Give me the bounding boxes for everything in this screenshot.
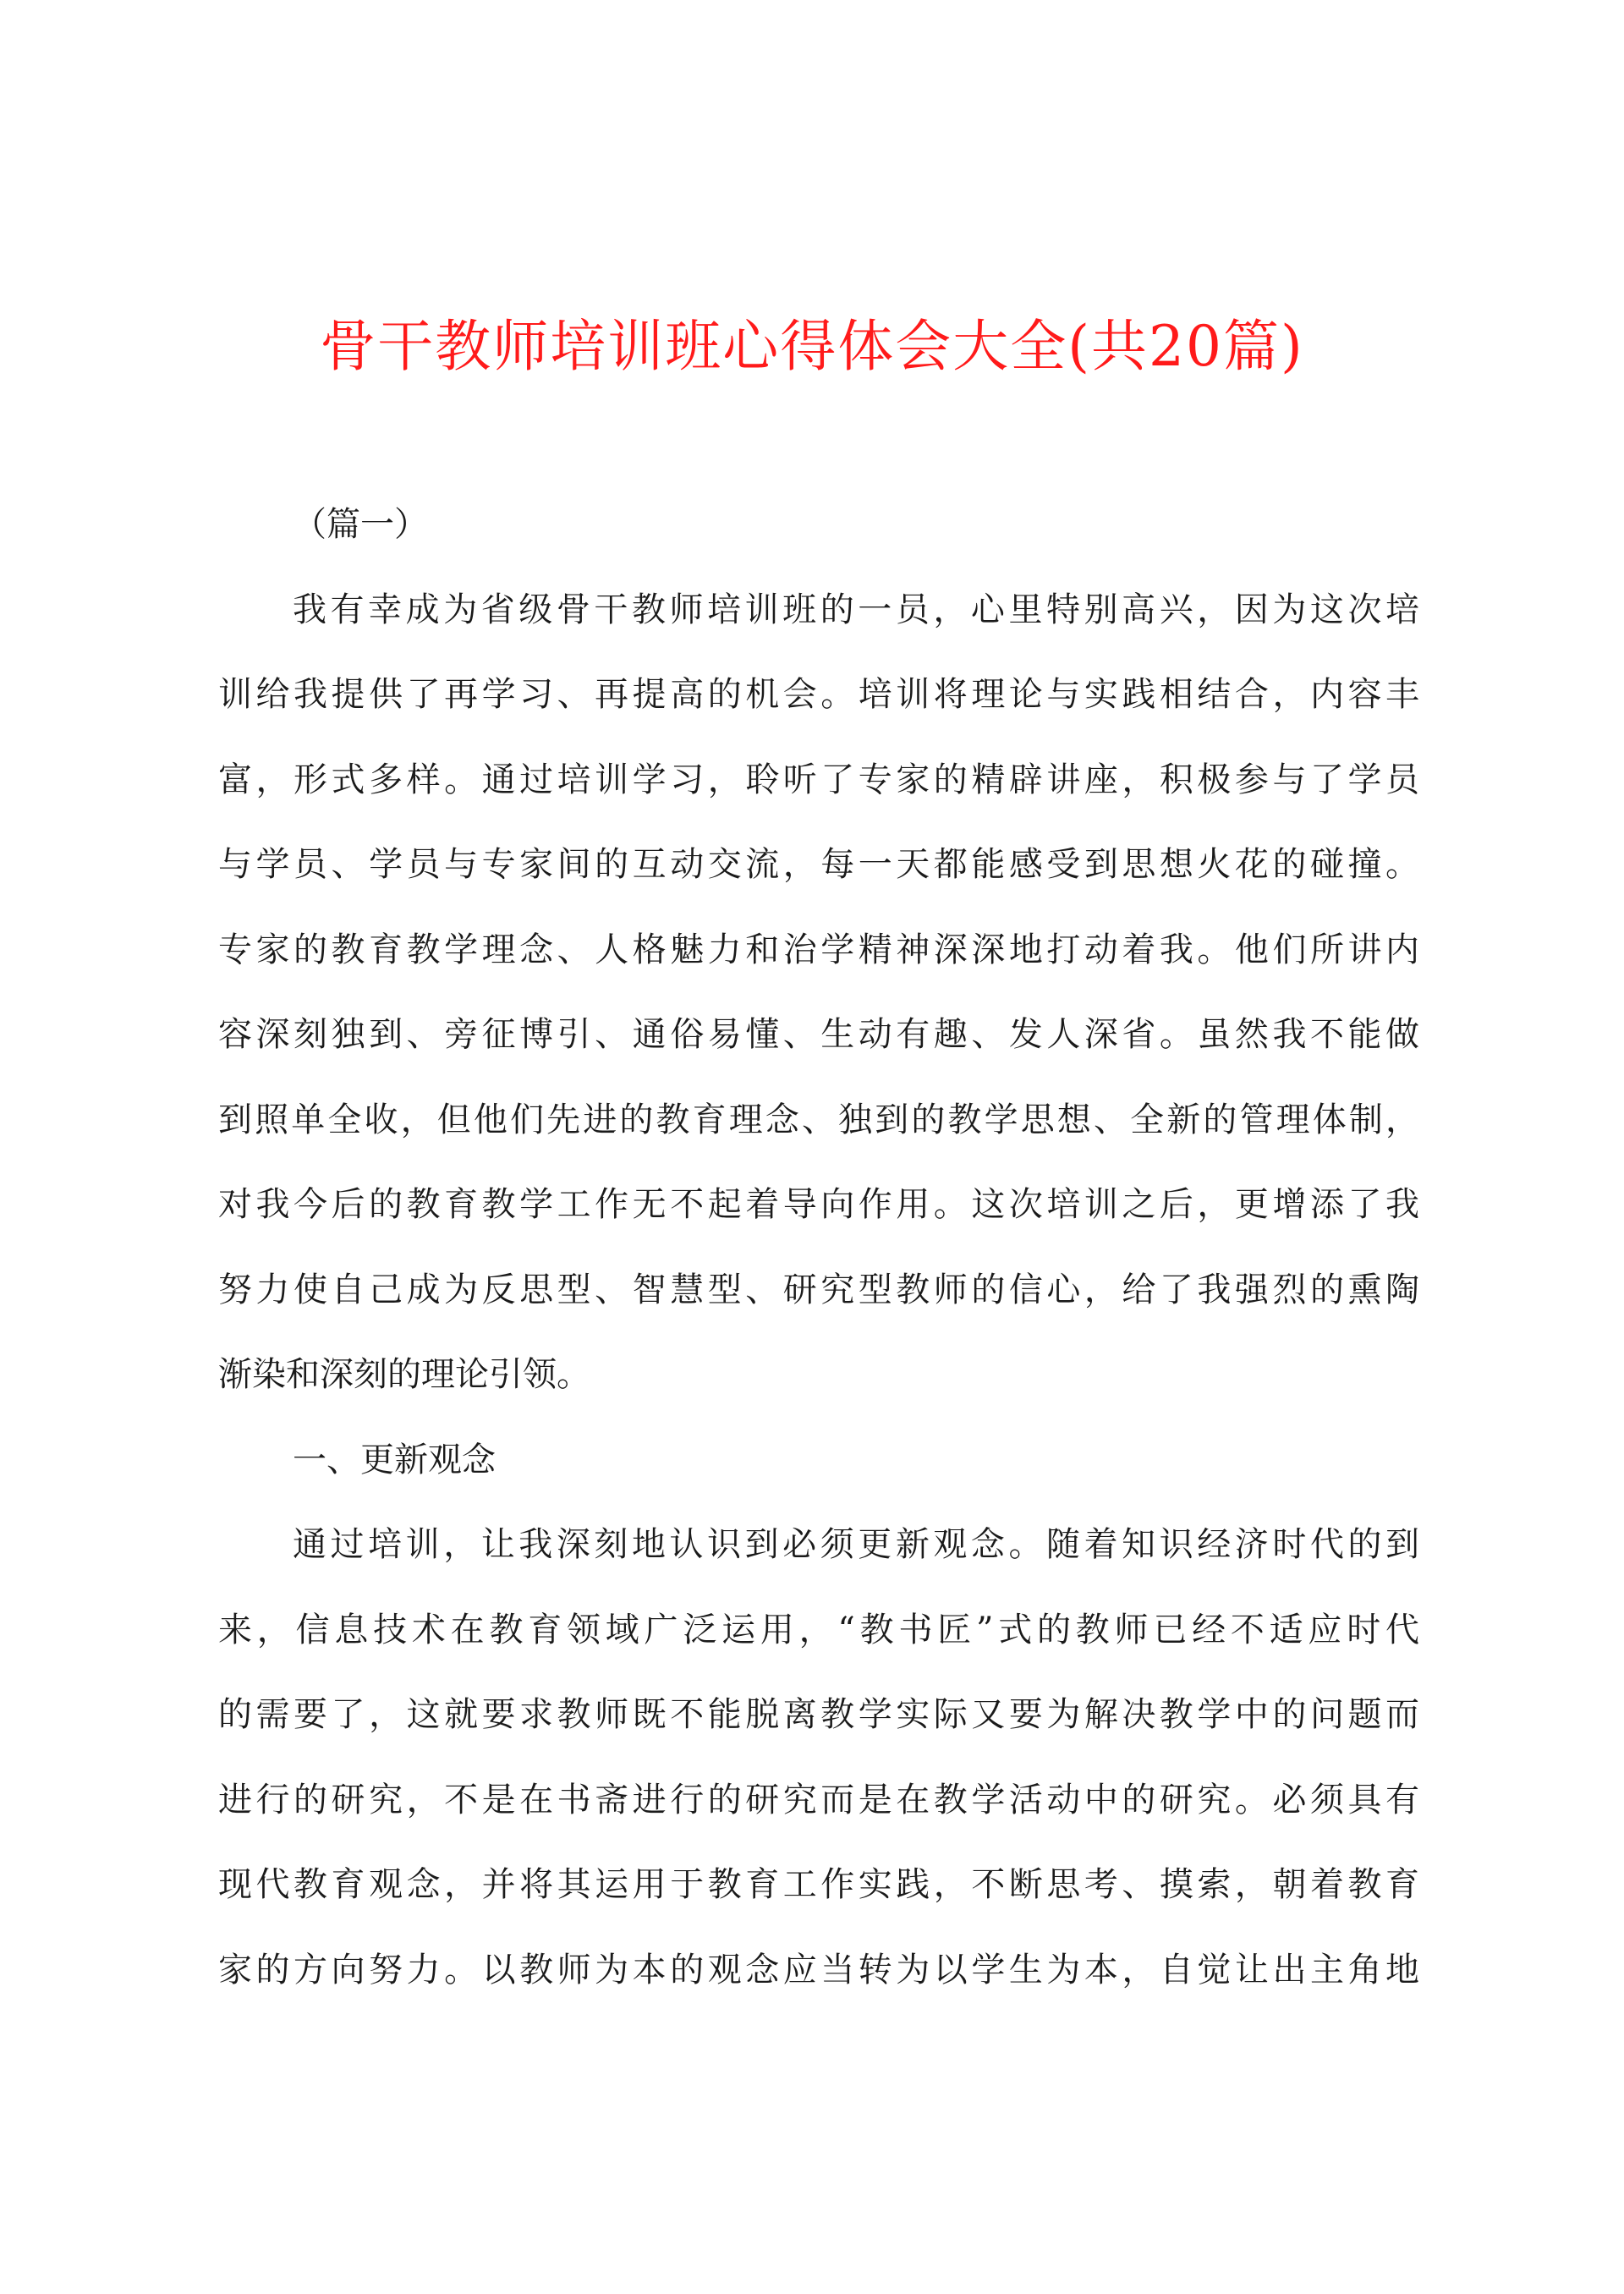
paragraph-line: 渐染和深刻的理论引领。 — [218, 1355, 590, 1394]
paragraph-line: 容深刻独到、旁征博引、通俗易懂、生动有趣、发人深省。虽然我不能做 — [218, 1015, 1419, 1054]
section-label: （篇一） — [293, 505, 428, 544]
paragraph-line: 努力使自己成为反思型、智慧型、研究型教师的信心，给了我强烈的熏陶 — [218, 1270, 1419, 1309]
paragraph-line: 到照单全收，但他们先进的教育理念、独到的教学思想、全新的管理体制， — [218, 1100, 1419, 1139]
paragraph-line: 进行的研究，不是在书斋进行的研究而是在教学活动中的研究。必须具有 — [218, 1780, 1419, 1819]
paragraph-line: 与学员、学员与专家间的互动交流，每一天都能感受到思想火花的碰撞。 — [218, 845, 1419, 884]
paragraph-line: 家的方向努力。以教师为本的观念应当转为以学生为本，自觉让出主角地 — [218, 1950, 1419, 1989]
paragraph-line: 的需要了，这就要求教师既不能脱离教学实际又要为解决教学中的问题而 — [218, 1695, 1419, 1734]
paragraph-line: 富，形式多样。通过培训学习，聆听了专家的精辟讲座，积极参与了学员 — [218, 760, 1419, 799]
document-body — [218, 482, 1419, 2012]
document-title: 骨干教师培训班心得体会大全(共20篇) — [320, 314, 1304, 379]
paragraph-line: 通过培训，让我深刻地认识到必须更新观念。随着知识经济时代的到 — [293, 1525, 1419, 1564]
paragraph-line: 我有幸成为省级骨干教师培训班的一员，心里特别高兴，因为这次培 — [293, 590, 1419, 629]
section-heading: 一、更新观念 — [293, 1440, 496, 1479]
paragraph-line: 训给我提供了再学习、再提高的机会。培训将理论与实践相结合，内容丰 — [218, 675, 1419, 714]
paragraph-line: 专家的教育教学理念、人格魅力和治学精神深深地打动着我。他们所讲内 — [218, 930, 1419, 969]
paragraph-line: 来，信息技术在教育领域广泛运用，“教书匠”式的教师已经不适应时代 — [218, 1610, 1419, 1649]
paragraph-line: 现代教育观念，并将其运用于教育工作实践，不断思考、摸索，朝着教育 — [218, 1865, 1419, 1904]
paragraph-line: 对我今后的教育教学工作无不起着导向作用。这次培训之后，更增添了我 — [218, 1185, 1419, 1224]
